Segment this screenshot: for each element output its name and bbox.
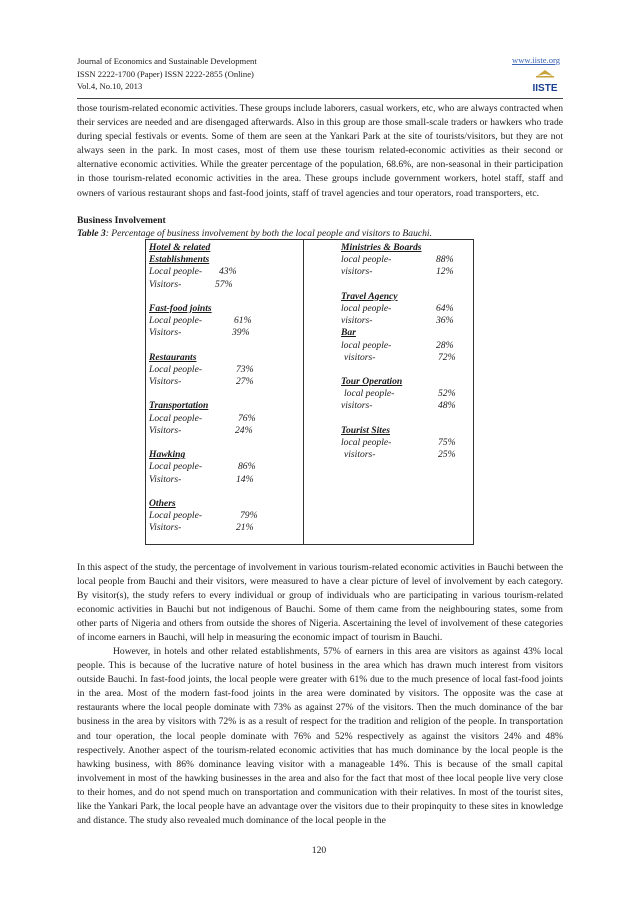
visitor-row: Visitors- 24% bbox=[149, 424, 253, 436]
paragraph-intro: those tourism-related economic activities. These groups include laborers, casual workers, etc, who are always contracted when their services are needed and are disengaged afterwards. Also in this group are those small-scale traders or hawkers who trade during special festivals or events. Some of them are seen at the Yankari Park at the site of tourists/visitors, but they are not always seen in the park. In most cases, most of them use these tourism related-economic activities as their second or alternative economic activities. While the greater percentage of the population, 68.6%, are non-seasonal in their participation in those tourism-related economic activities in the area. These groups include government workers, hotel staff, staff and owners of various restaurant shops and fast-food joints, staff of travel agencies and tour operators, road transporters, etc. bbox=[77, 103, 563, 199]
iiste-logo-icon bbox=[528, 69, 562, 95]
visitor-row: Visitors- 21% bbox=[149, 522, 254, 534]
visitor-row: Visitors- 14% bbox=[149, 473, 254, 485]
local-row: Local people- 79% bbox=[149, 510, 258, 522]
category-title: Restaurants bbox=[149, 351, 197, 363]
category-title: Hawking bbox=[149, 449, 186, 461]
category-title: Establishments bbox=[149, 254, 210, 266]
local-row: Local people- 86% bbox=[149, 461, 256, 473]
journal-volume: Vol.4, No.10, 2013 bbox=[77, 81, 143, 91]
local-row: local people- 88% bbox=[341, 254, 454, 266]
local-row: local people- 64% bbox=[341, 302, 454, 314]
category-title: Tour Operation bbox=[341, 376, 403, 388]
category-title: Travel Agency bbox=[341, 290, 398, 302]
category-title: Ministries & Boards bbox=[341, 242, 422, 253]
journal-header bbox=[77, 55, 257, 93]
table-caption bbox=[77, 228, 432, 239]
journal-url-link[interactable]: www.iiste.org bbox=[512, 55, 560, 65]
category-title: Fast-food joints bbox=[149, 302, 212, 314]
journal-issn: ISSN 2222-1700 (Paper) ISSN 2222-2855 (Online) bbox=[77, 68, 254, 79]
visitor-row: Visitors- 27% bbox=[149, 376, 254, 388]
paragraph-analysis: However, in hotels and other related establishments, 57% of earners in this area are visitors as against 43% local people. This is because of the lucrative nature of hotel business in the area which has drawn much interest from visitors outside Bauchi. In fast-food joints, the local people were greater with 61% due to the much presence of local fast-food joints in the area. Most of the modern fast-food joints in the area were dominated by visitors. The opposite was the case at restaurants where the local people dominate with 73% as against 27% of the visitors. Then the much dominance of the bar business in the area by visitors with 72% is as a result of respect for the tradition and religion of the people. In transportation and tour operation, the local people dominate with 76% and 52% respectively as against the visitors 24% and 48% respectively. Another aspect of the tourism-related economic activities that has much dominance by the local people is the hawking business, with 86% dominance leaving visitor with a manageable 14%. This is because of the small capital involvement in most of the hawking businesses in the area and also for the fact that most of thee local people live very close to their homes, and do not spend much on transportation and communication with their relatives. In most of the tourist sites, like the Yankari Park, the local people have an advantage over the visitors due to their propinquity to these sites in knowledge and distance. The study also revealed much dominance of the local people in the bbox=[77, 646, 563, 827]
local-row: Local people- 43% bbox=[149, 266, 237, 278]
visitor-row: visitors- 12% bbox=[341, 266, 454, 278]
table-right-column bbox=[341, 242, 471, 461]
table-divider bbox=[303, 240, 304, 544]
local-row: local people- 28% bbox=[341, 339, 454, 351]
local-row: local people- 75% bbox=[341, 437, 456, 448]
table-caption-text: : Percentage of business involvement by both the local people and visitors to Bauchi. bbox=[105, 228, 432, 239]
local-row: Local people- 73% bbox=[149, 363, 254, 375]
visitor-row: visitors- 36% bbox=[341, 315, 454, 327]
header-rule bbox=[77, 98, 563, 99]
category-title: Tourist Sites bbox=[341, 424, 390, 436]
paragraph-involvement: In this aspect of the study, the percentage of involvement in various tourism-related economic activities in Bauchi between the local people from Bauchi and their visitors, were measured to have a clear picture of level of involvement by each category. By visitor(s), the study refers to every individual or group of individuals who are participating in various tourism-related economic activities in Bauchi but not indigenous of Bauchi. Some of them came from the neighbouring states, some from other parts of Nigeria and others from outside the shores of Nigeria. Ascertaining the level of involvement of these categories of income earners in Bauchi, will help in measuring the economic impact of tourism in Bauchi. bbox=[77, 562, 563, 644]
table-label: Table 3 bbox=[77, 228, 106, 239]
section-heading: Business Involvement bbox=[77, 215, 166, 226]
page-number: 120 bbox=[311, 845, 327, 856]
local-row: Local people- 76% bbox=[149, 412, 256, 424]
local-row: local people- 52% bbox=[344, 388, 456, 400]
involvement-table bbox=[145, 239, 474, 545]
visitor-row: visitors- 48% bbox=[341, 400, 456, 412]
local-row: Local people- 61% bbox=[149, 315, 252, 327]
visitor-row: Visitors- 39% bbox=[149, 327, 250, 339]
journal-title: Journal of Economics and Sustainable Development bbox=[77, 56, 257, 66]
visitor-row: visitors- 25% bbox=[344, 449, 456, 461]
category-title: Bar bbox=[341, 327, 356, 339]
logo-text: IISTE bbox=[532, 83, 558, 94]
category-title: Hotel & related bbox=[149, 242, 211, 253]
category-title: Others bbox=[149, 497, 176, 509]
visitor-row: visitors- 72% bbox=[344, 351, 456, 363]
category-title: Transportation bbox=[149, 400, 209, 412]
table-left-column bbox=[149, 242, 299, 535]
visitor-row: Visitors- 57% bbox=[149, 278, 233, 290]
